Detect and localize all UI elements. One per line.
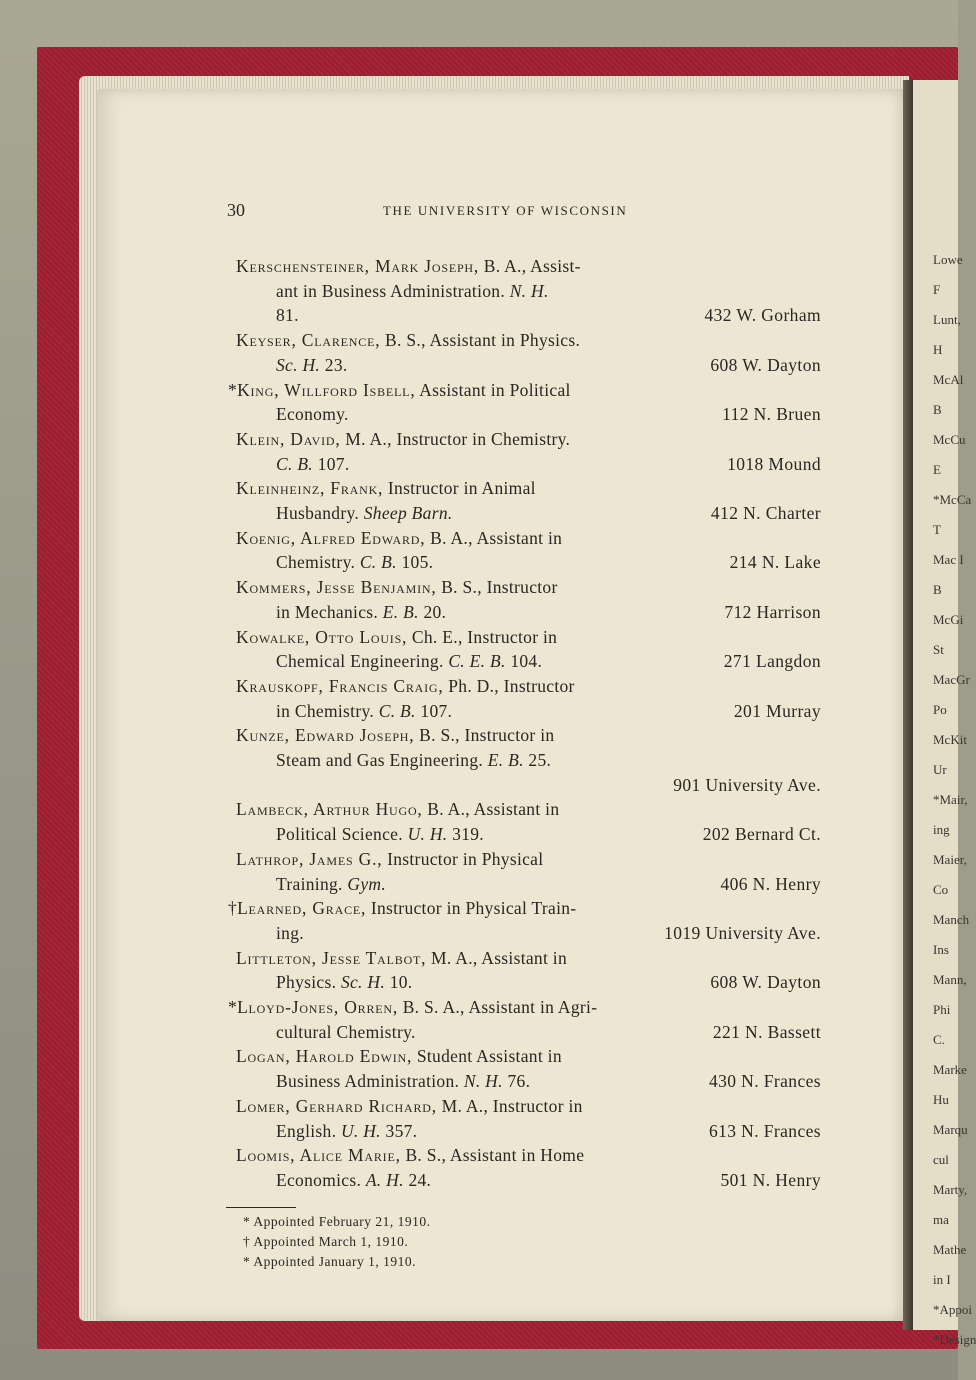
entry-line	[276, 1071, 530, 1096]
room-number: 20.	[418, 602, 447, 622]
person-name: Kunze, Edward Joseph,	[236, 725, 415, 745]
facing-page-text: B	[933, 402, 942, 417]
entry-line	[236, 725, 554, 750]
street-address: 221 N. Bassett	[712, 1022, 821, 1042]
entry-text: Ch. E., Instructor in	[407, 627, 558, 647]
footnote: * Appointed January 1, 1910.	[243, 1254, 416, 1269]
room-number: 76.	[502, 1071, 531, 1091]
entry-line	[276, 552, 433, 577]
entry-line	[276, 824, 484, 849]
facing-page-text: B	[933, 582, 942, 597]
person-name: Krauskopf, Francis Craig,	[236, 676, 444, 696]
entry-line	[228, 997, 597, 1022]
street-address: 608 W. Dayton	[710, 972, 821, 992]
entry-text: B. A., Assistant in	[422, 799, 560, 819]
entry-text: Training.	[276, 874, 348, 894]
room-number: 319.	[447, 824, 484, 844]
building-abbrev: A. H.	[365, 1170, 404, 1190]
street-address: 712 Harrison	[724, 602, 821, 622]
facing-page-text: Co	[933, 882, 949, 897]
facing-page-text: *Design	[933, 1332, 976, 1347]
facing-page-text: *McCa	[933, 492, 972, 507]
facing-page-text: Ur	[933, 762, 947, 777]
entry-line	[276, 972, 412, 997]
building-abbrev: E. B.	[487, 750, 524, 770]
entry-text: Chemical Engineering.	[276, 651, 449, 671]
entry-line	[236, 1145, 584, 1170]
footnote-rule	[226, 1207, 296, 1208]
person-name: King, Willford Isbell,	[237, 380, 416, 400]
footnote: † Appointed March 1, 1910.	[243, 1234, 409, 1249]
entry-text: B. A., Assist-	[479, 256, 581, 276]
entry-text: Assistant in Political	[415, 380, 571, 400]
facing-page-text: Marty,	[933, 1182, 968, 1197]
facing-page-text: Mathe	[933, 1242, 967, 1257]
facing-page-text: Lowe	[933, 252, 963, 267]
street-address: 202 Bernard Ct.	[702, 824, 821, 844]
street-address: 406 N. Henry	[720, 874, 821, 894]
room-number: 104.	[505, 651, 543, 671]
entry-text: Student Assistant in	[412, 1046, 562, 1066]
entry-text: M. A., Instructor in Chemistry.	[340, 429, 571, 449]
person-name: Koenig, Alfred Edward,	[236, 528, 426, 548]
facing-page-text: McGi	[933, 612, 964, 627]
book-gutter	[903, 80, 913, 1330]
entry-text: Economy.	[276, 404, 349, 424]
room-number: 105.	[396, 552, 434, 572]
street-address: 1019 University Ave.	[664, 923, 821, 943]
page-header	[0, 200, 958, 224]
entry-line	[236, 676, 575, 701]
person-name: Lloyd-Jones, Orren,	[237, 997, 399, 1017]
entry-text: B. S., Assistant in Home	[400, 1145, 585, 1165]
facing-page-text: in I	[933, 1272, 951, 1287]
entry-text: 81.	[276, 305, 299, 325]
entry-text: Ph. D., Instructor	[443, 676, 575, 696]
facing-page-text: E	[933, 462, 941, 477]
building-abbrev: E. B.	[382, 602, 419, 622]
page-number: 30	[227, 200, 245, 220]
entry-text: Instructor in Animal	[383, 478, 536, 498]
entry-text: Physics.	[276, 972, 341, 992]
entry-line	[276, 1121, 417, 1146]
entry-text: English.	[276, 1121, 341, 1141]
entry-line	[276, 404, 349, 429]
running-head: THE UNIVERSITY OF WISCONSIN	[383, 203, 628, 218]
footnote-mark: *	[228, 997, 238, 1017]
facing-page-text: McKit	[933, 732, 967, 747]
street-address: 201 Murray	[733, 701, 821, 721]
footnote-mark: †	[228, 898, 238, 918]
building-abbrev: C. E. B.	[448, 651, 506, 671]
room-number: 107.	[415, 701, 453, 721]
entry-line	[228, 898, 576, 923]
person-name: Kerschensteiner, Mark Joseph,	[236, 256, 480, 276]
entry-line	[276, 454, 350, 479]
street-address: 271 Langdon	[723, 651, 821, 671]
entry-line	[276, 750, 551, 775]
facing-page-text: Phi	[933, 1002, 951, 1017]
person-name: Kleinheinz, Frank,	[236, 478, 384, 498]
entry-line	[276, 281, 549, 306]
person-name: Kowalke, Otto Louis,	[236, 627, 408, 647]
entry-line	[228, 380, 571, 405]
facing-page-text: H	[933, 342, 943, 357]
building-abbrev: C. B.	[359, 552, 397, 572]
street-address: 901 University Ave.	[673, 775, 821, 795]
street-address: 214 N. Lake	[729, 552, 821, 572]
room-number: 10.	[385, 972, 413, 992]
entry-text: B. S. A., Assistant in Agri-	[398, 997, 598, 1017]
entry-line	[236, 478, 536, 503]
facing-page-text: F	[933, 282, 941, 297]
street-address: 432 W. Gorham	[704, 305, 821, 325]
person-name: Lomer, Gerhard Richard,	[236, 1096, 437, 1116]
entry-line	[236, 799, 559, 824]
entry-text: cultural Chemistry.	[276, 1022, 416, 1042]
entry-line	[236, 1096, 583, 1121]
person-name: Kommers, Jesse Benjamin,	[236, 577, 437, 597]
entry-text: Husbandry.	[276, 503, 364, 523]
entry-text: in Chemistry.	[276, 701, 379, 721]
entry-text: B. S., Instructor	[436, 577, 558, 597]
entry-line	[276, 1022, 416, 1047]
entry-text: 107.	[313, 454, 350, 474]
entry-line	[236, 948, 567, 973]
entry-line	[276, 874, 386, 899]
facing-page-text: Mac I	[933, 552, 964, 567]
entry-line	[276, 651, 542, 676]
street-address: 112 N. Bruen	[722, 404, 821, 424]
entry-line	[236, 849, 543, 874]
entry-text: M. A., Instructor in	[436, 1096, 583, 1116]
entry-text: Instructor in Physical Train-	[366, 898, 577, 918]
entry-line	[236, 330, 580, 355]
footnote: * Appointed February 21, 1910.	[243, 1214, 431, 1229]
entry-text: M. A., Assistant in	[426, 948, 568, 968]
entry-text: Instructor in Physical	[382, 849, 544, 869]
facing-page-text: *Mair,	[933, 792, 968, 807]
facing-page-text: Marqu	[933, 1122, 968, 1137]
facing-page-text: McAl	[933, 372, 964, 387]
building-abbrev: Sc. H.	[340, 972, 386, 992]
building-abbrev: U. H.	[407, 824, 448, 844]
room-number: 25.	[523, 750, 552, 770]
entry-text: B. S., Instructor in	[414, 725, 555, 745]
street-address: 1018 Mound	[727, 454, 821, 474]
entry-line	[236, 256, 581, 281]
person-name: Littleton, Jesse Talbot,	[236, 948, 427, 968]
facing-page-text: Manch	[933, 912, 970, 927]
facing-page-text: St	[933, 642, 944, 657]
facing-page-text: Mann,	[933, 972, 967, 987]
person-name: Klein, David,	[236, 429, 341, 449]
person-name: Learned, Grace,	[237, 898, 367, 918]
entry-text: Economics.	[276, 1170, 366, 1190]
street-address: 608 W. Dayton	[710, 355, 821, 375]
entry-line	[236, 528, 562, 553]
entry-line	[276, 701, 452, 726]
room-number: 357.	[380, 1121, 418, 1141]
building-abbrev: U. H.	[340, 1121, 381, 1141]
person-name: Lambeck, Arthur Hugo,	[236, 799, 423, 819]
building-abbrev: Sheep Barn.	[363, 503, 453, 523]
entry-text: B. S., Assistant in Physics.	[380, 330, 581, 350]
building-abbrev: Sc. H.	[276, 355, 321, 375]
entry-text: ant in Business Administration.	[276, 281, 510, 301]
entry-text: ing.	[276, 923, 304, 943]
street-address: 430 N. Frances	[708, 1071, 821, 1091]
entry-line	[276, 355, 348, 380]
entry-line	[236, 429, 570, 454]
facing-page-text: Marke	[933, 1062, 967, 1077]
facing-page-fragment	[913, 80, 976, 1347]
street-address: 613 N. Frances	[708, 1121, 821, 1141]
facing-page-text: C.	[933, 1032, 945, 1047]
facing-page-text: Maier,	[933, 852, 967, 867]
facing-page-text: Po	[933, 702, 947, 717]
entry-line	[236, 627, 557, 652]
facing-page-text: Lunt,	[933, 312, 961, 327]
facing-page-text: cul	[933, 1152, 949, 1167]
facing-page-text: McCu	[933, 432, 966, 447]
entry-text: Political Science.	[276, 824, 408, 844]
person-name: Lathrop, James G.,	[236, 849, 383, 869]
building-abbrev: N. H.	[463, 1071, 503, 1091]
facing-page-text: Ins	[933, 942, 949, 957]
entry-text: Chemistry.	[276, 552, 360, 572]
building-abbrev: C. B.	[276, 454, 313, 474]
facing-page-text: ma	[933, 1212, 949, 1227]
entry-text: B. A., Assistant in	[425, 528, 563, 548]
room-number: 24.	[403, 1170, 432, 1190]
entry-line	[276, 503, 453, 528]
street-address: 501 N. Henry	[720, 1170, 821, 1190]
facing-page-text: Hu	[933, 1092, 949, 1107]
facing-page-text: T	[933, 522, 941, 537]
building-abbrev: C. B.	[378, 701, 416, 721]
entry-line	[276, 305, 299, 330]
building-abbrev: N. H.	[509, 281, 549, 301]
entry-line	[236, 577, 558, 602]
entry-text: Steam and Gas Engineering.	[276, 750, 488, 770]
facing-page-text: MacGr	[933, 672, 970, 687]
entry-text: in Mechanics.	[276, 602, 383, 622]
entry-line	[276, 1170, 431, 1195]
entry-line	[276, 923, 304, 948]
entry-line	[276, 602, 446, 627]
person-name: Logan, Harold Edwin,	[236, 1046, 413, 1066]
facing-page-text: *Appoi	[933, 1302, 972, 1317]
person-name: Keyser, Clarence,	[236, 330, 381, 350]
entry-text: Business Administration.	[276, 1071, 464, 1091]
street-address: 412 N. Charter	[710, 503, 821, 523]
person-name: Loomis, Alice Marie,	[236, 1145, 401, 1165]
facing-page-text: ing	[933, 822, 950, 837]
entry-line	[236, 1046, 562, 1071]
building-abbrev: Gym.	[347, 874, 387, 894]
footnote-mark: *	[228, 380, 238, 400]
entry-text: 23.	[320, 355, 348, 375]
